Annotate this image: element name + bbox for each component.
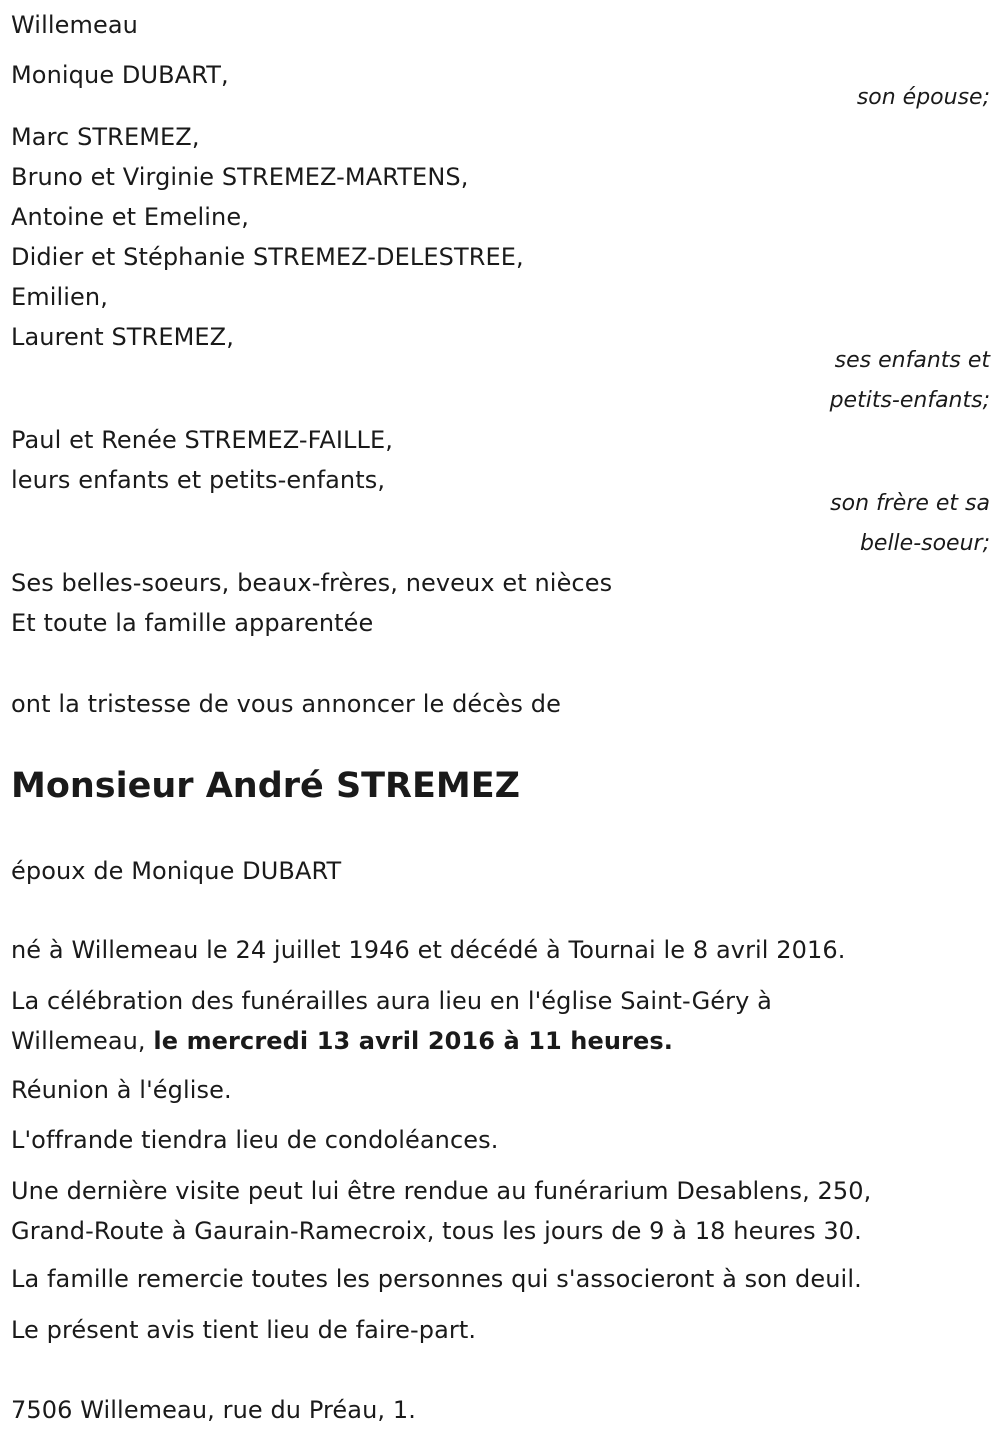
visit-line-1: Une dernière visite peut lui être rendue au funérarium Desablens, 250, xyxy=(11,1177,872,1205)
children-role-line-1: ses enfants et xyxy=(834,348,990,373)
meeting-info: Réunion à l'église. xyxy=(11,1076,232,1104)
offering-info: L'offrande tiendra lieu de condoléances. xyxy=(11,1126,499,1154)
family-line-2: Et toute la famille apparentée xyxy=(11,609,374,637)
visit-line-2: Grand-Route à Gaurain-Ramecroix, tous les jours de 9 à 18 heures 30. xyxy=(11,1217,862,1245)
notice-line: Le présent avis tient lieu de faire-part. xyxy=(11,1316,477,1344)
siblings-role-line-2: belle-soeur; xyxy=(859,531,990,556)
funeral-place: Willemeau, xyxy=(11,1027,146,1055)
child-line-3: Antoine et Emeline, xyxy=(11,203,249,231)
child-line-5: Emilien, xyxy=(11,283,108,311)
family-line-1: Ses belles-soeurs, beaux-frères, neveux et nièces xyxy=(11,569,613,597)
announcement: ont la tristesse de vous annoncer le décès de xyxy=(11,690,561,718)
spouse-of: époux de Monique DUBART xyxy=(11,857,342,885)
sibling-line-1: Paul et Renée STREMEZ-FAILLE, xyxy=(11,426,393,454)
child-line-6: Laurent STREMEZ, xyxy=(11,323,234,351)
child-line-1: Marc STREMEZ, xyxy=(11,123,200,151)
funeral-line-2 xyxy=(11,1021,673,1061)
funeral-date-time: le mercredi 13 avril 2016 à 11 heures. xyxy=(153,1027,673,1055)
deceased-name: Monsieur André STREMEZ xyxy=(11,766,521,806)
sibling-line-2: leurs enfants et petits-enfants, xyxy=(11,466,386,494)
funeral-line-1: La célébration des funérailles aura lieu en l'église Saint-Géry à xyxy=(11,987,772,1015)
spouse-role: son épouse; xyxy=(856,85,990,110)
spouse-name: Monique DUBART, xyxy=(11,61,229,89)
child-line-2: Bruno et Virginie STREMEZ-MARTENS, xyxy=(11,163,469,191)
birth-death: né à Willemeau le 24 juillet 1946 et décédé à Tournai le 8 avril 2016. xyxy=(11,936,846,964)
header-place: Willemeau xyxy=(11,11,138,39)
children-role-line-2: petits-enfants; xyxy=(829,388,990,413)
thanks-line: La famille remercie toutes les personnes qui s'associeront à son deuil. xyxy=(11,1265,862,1293)
address-line: 7506 Willemeau, rue du Préau, 1. xyxy=(11,1396,416,1424)
child-line-4: Didier et Stéphanie STREMEZ-DELESTREE, xyxy=(11,243,524,271)
siblings-role-line-1: son frère et sa xyxy=(830,491,990,516)
